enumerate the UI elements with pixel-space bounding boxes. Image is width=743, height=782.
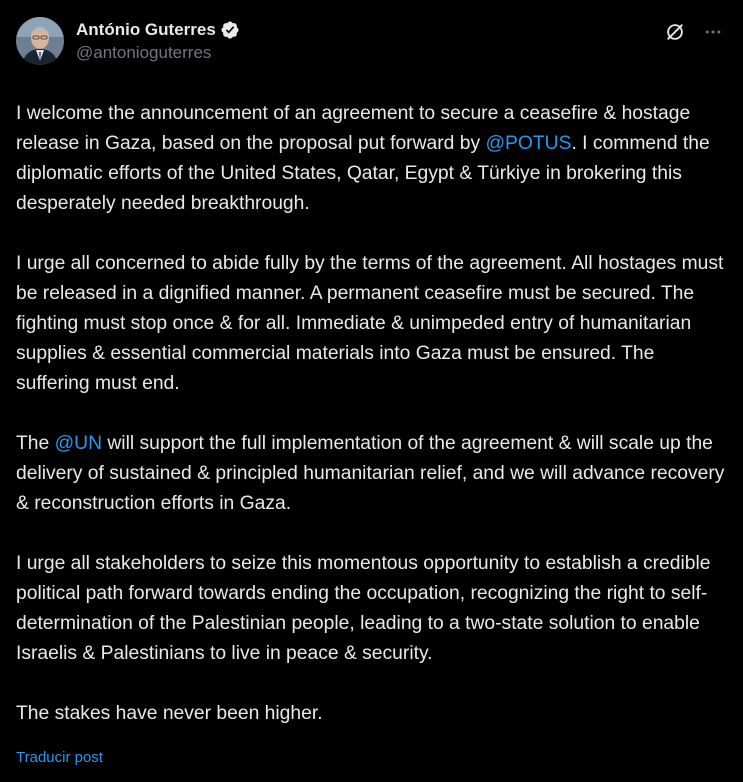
translate-post-link[interactable]: Traducir post — [16, 749, 103, 766]
mention-un-link[interactable]: @UN — [54, 433, 103, 454]
post-header — [16, 16, 727, 72]
avatar[interactable] — [16, 17, 64, 65]
name-row — [76, 18, 240, 42]
author-handle[interactable]: @antonioguterres — [76, 43, 212, 62]
paragraph-3-text-a: The — [16, 433, 55, 454]
grok-icon[interactable] — [661, 18, 689, 46]
post-paragraph-1 — [16, 99, 731, 219]
post-paragraph-3 — [16, 429, 731, 519]
post-paragraph-4: I urge all stakeholders to seize this momentous opportunity to establish a credible political path forward towards ending the occupation, recognizing the right to self-determination of the Palestinian people, leading to a two-state solution to enable Israelis & Palestinians to live in peace & security. — [16, 553, 711, 664]
verified-badge-icon[interactable] — [220, 20, 240, 40]
post-paragraph-5: The stakes have never been higher. — [16, 703, 323, 724]
paragraph-1-text-b: . I commend the diplomatic efforts of the United States, Qatar, Egypt & Türkiye in brokering this desperately needed breakthrough. — [16, 133, 710, 214]
author-display-name[interactable]: António Guterres — [76, 20, 216, 39]
paragraph-1-text-a: I welcome the announcement of an agreement to secure a ceasefire & hostage release in Gaza, based on the proposal put forward by — [16, 103, 691, 154]
mention-potus-link[interactable]: @POTUS — [485, 133, 572, 154]
more-options-icon[interactable] — [699, 18, 727, 46]
header-actions — [651, 18, 727, 46]
author-names — [76, 18, 240, 63]
paragraph-3-text-b: will support the full implementation of the agreement & will scale up the delivery of sustained & principled humanitarian relief, and we will advance recovery & reconstruction efforts in Gaza. — [16, 433, 725, 514]
avatar-photo — [16, 17, 64, 65]
post-text — [16, 99, 731, 729]
post-paragraph-2: I urge all concerned to abide fully by the terms of the agreement. All hostages must be released in a dignified manner. A permanent ceasefire must be secured. The fighting must stop once & for all. Immediate & unimpeded entry of humanitarian supplies & essential commercial materials into Gaza must be ensured. The suffering must end. — [16, 253, 724, 394]
